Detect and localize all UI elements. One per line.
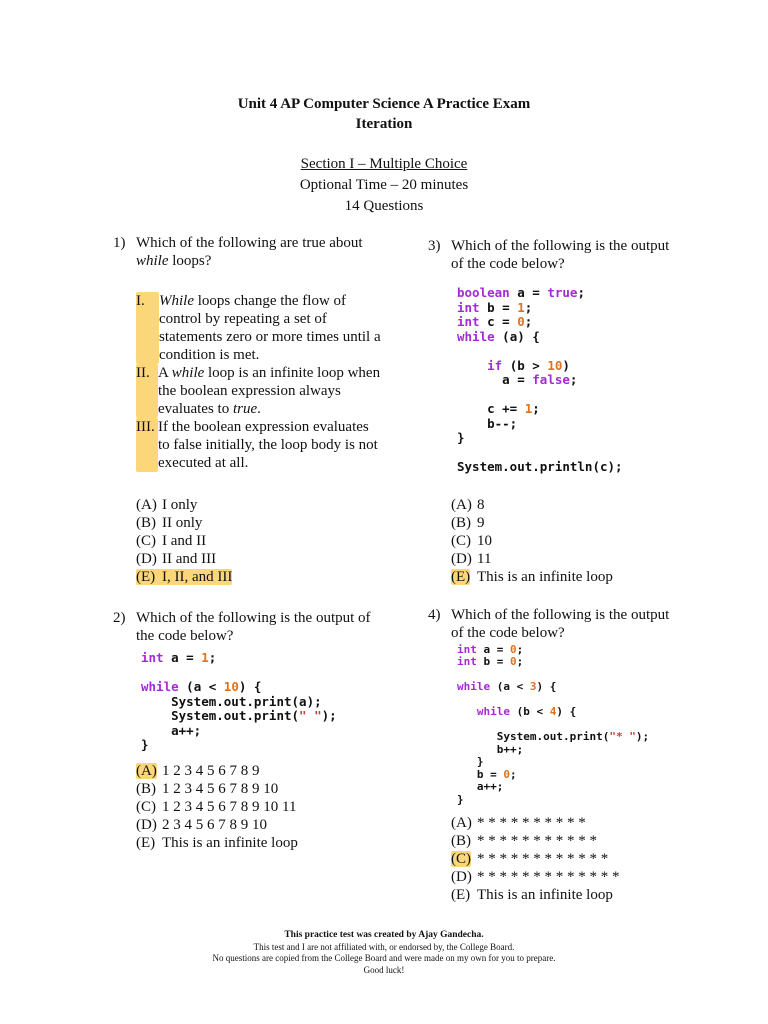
statement-iii <box>136 418 383 472</box>
answer-choice[interactable]: (A) 8 <box>451 496 485 513</box>
statement-i <box>136 292 383 364</box>
statement-text: A while loop is an infinite loop when the boolean expression always evaluates to true. <box>158 365 381 417</box>
code-block: int a = 0; int b = 0; while (a < 3) { while (b < 4) { System.out.print("* "); b++; } b = 0; a++; } <box>457 642 650 806</box>
statement-roman: I. <box>136 292 159 364</box>
section-info <box>0 154 768 217</box>
answer-choice-correct[interactable]: (E) I, II, and III <box>136 569 233 585</box>
answer-choice-correct[interactable]: (A) 1 2 3 4 5 6 7 8 9 <box>136 762 260 779</box>
question-text: Which of the following are true about while loops? <box>136 235 363 269</box>
footer-closing: Good luck! <box>363 964 405 975</box>
answer-choice[interactable]: (C) 1 2 3 4 5 6 7 8 9 10 11 <box>136 798 297 815</box>
statement-text: If the boolean expression evaluates to false initially, the loop body is not executed at all. <box>158 419 378 471</box>
question-1 <box>113 234 383 270</box>
answer-choice[interactable]: (C) 10 <box>451 532 492 549</box>
exam-subtitle: Iteration <box>355 116 413 132</box>
answer-choice[interactable]: (D) II and III <box>136 551 217 567</box>
answer-choice[interactable]: (D) 2 3 4 5 6 7 8 9 10 <box>136 816 267 833</box>
page-footer <box>0 930 768 976</box>
question-number: 2) <box>113 610 126 626</box>
question-text: Which of the following is the output of the code below? <box>451 606 670 641</box>
right-column <box>428 237 728 904</box>
answer-choice[interactable]: (C) I and II <box>136 533 207 549</box>
answer-choices <box>451 496 728 586</box>
question-text: Which of the following is the output of the code below? <box>136 610 371 644</box>
question-3 <box>428 237 728 273</box>
answer-choices <box>136 496 383 586</box>
statement-roman: III. <box>136 418 158 472</box>
answer-choice[interactable]: (B) 1 2 3 4 5 6 7 8 9 10 <box>136 780 279 797</box>
answer-choice[interactable]: (E) This is an infinite loop <box>136 834 298 851</box>
answer-choice[interactable]: (B) 9 <box>451 514 485 531</box>
section-title: Section I – Multiple Choice <box>300 156 468 172</box>
question-number: 4) <box>428 606 441 623</box>
answer-choice[interactable]: (D) * * * * * * * * * * * * * <box>451 869 620 885</box>
statement-ii <box>136 364 383 418</box>
answer-choice[interactable]: (B) * * * * * * * * * * * <box>451 833 597 849</box>
footer-credit: This practice test was created by Ajay Gandecha. <box>284 930 484 940</box>
section-time: Optional Time – 20 minutes <box>299 177 469 193</box>
answer-choice[interactable]: (E) This is an infinite loop <box>451 887 613 903</box>
answer-choice[interactable]: (A) * * * * * * * * * * <box>451 815 586 831</box>
answer-choice-correct[interactable]: (C) * * * * * * * * * * * * <box>451 851 609 867</box>
code-block: boolean a = true; int b = 1; int c = 0; while (a) { if (b > 10) a = false; c += 1; b--; } System.out.println(c); <box>457 285 623 474</box>
question-2 <box>113 609 383 645</box>
footer-disclaimer: This test and I are not affiliated with, or endorsed by, the College Board. <box>253 941 515 952</box>
answer-choice[interactable]: (D) 11 <box>451 550 492 567</box>
answer-choices <box>451 814 728 904</box>
answer-choice[interactable]: (B) II only <box>136 515 203 531</box>
question-text: Which of the following is the output of the code below? <box>451 238 670 272</box>
code-block: int a = 1; while (a < 10) { System.out.print(a); System.out.print(" "); a++; } <box>141 650 337 752</box>
exam-title: Unit 4 AP Computer Science A Practice Exam <box>237 96 531 112</box>
statement-list <box>136 292 383 472</box>
footer-note: No questions are copied from the College Board and were made on my own for you to prepare. <box>212 953 556 963</box>
section-count: 14 Questions <box>344 198 424 214</box>
statement-text: While loops change the flow of control by repeating a set of statements zero or more times until a condition is met. <box>159 293 381 363</box>
answer-choices <box>136 762 383 852</box>
question-number: 1) <box>113 235 126 251</box>
exam-header <box>0 94 768 134</box>
statement-roman: II. <box>136 364 158 418</box>
question-4 <box>428 606 728 642</box>
left-column <box>113 234 383 852</box>
question-number: 3) <box>428 238 441 254</box>
answer-choice-correct[interactable]: (E) This is an infinite loop <box>451 568 613 585</box>
answer-choice[interactable]: (A) I only <box>136 497 198 513</box>
